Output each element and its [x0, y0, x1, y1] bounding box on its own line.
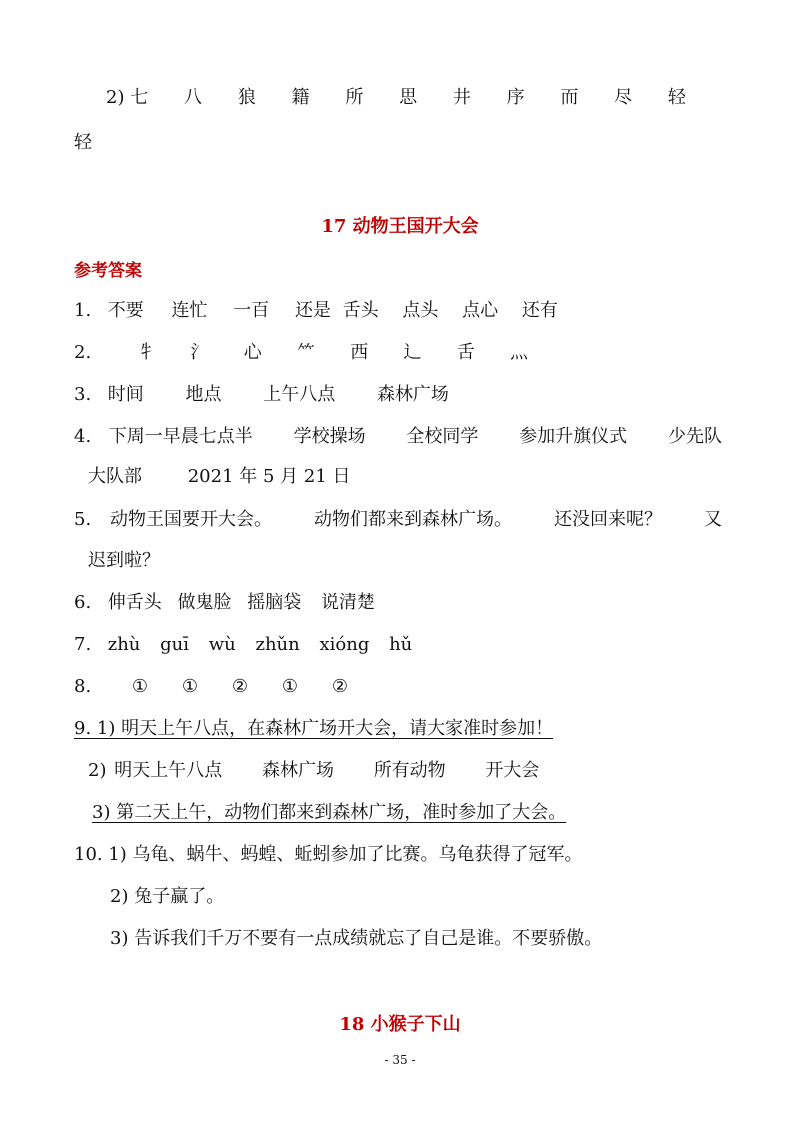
- q4-item: 全校同学: [406, 426, 479, 447]
- top-char: 思: [399, 87, 418, 108]
- q3-item: 地点: [185, 384, 222, 405]
- q9-l2-prefix: 2): [88, 760, 107, 781]
- q8-item: ①: [281, 676, 298, 697]
- q4-wrap: 大队部: [88, 466, 142, 487]
- q2-item: 辶: [403, 342, 422, 363]
- q4-line: [74, 422, 722, 452]
- top-char: 八: [184, 87, 203, 108]
- q3-num: 3.: [74, 384, 92, 405]
- q4-item: 学校操场: [293, 426, 366, 447]
- q6-item: 做鬼脸: [177, 592, 232, 613]
- q3-line: [74, 380, 474, 410]
- q2-line: [74, 338, 528, 368]
- q2-item: 舌: [456, 342, 475, 363]
- q7-item: zhǔn: [255, 634, 300, 655]
- q3-item: 时间: [107, 384, 144, 405]
- q9-l2-item: 开大会: [485, 760, 540, 781]
- q1-num: 1.: [74, 300, 92, 321]
- top-char: 尽: [614, 87, 633, 108]
- q7-item: zhù: [107, 634, 141, 655]
- top-char: 序: [506, 87, 525, 108]
- q4-item: 参加升旗仪式: [519, 426, 628, 447]
- q2-item: 西: [350, 342, 369, 363]
- q9-l2-item: 森林广场: [261, 760, 334, 781]
- q10-line-1: 10. 1) 乌龟、蜗牛、蚂蝗、蚯蚓参加了比赛。乌龟获得了冠军。: [74, 844, 583, 865]
- q7-line: [74, 630, 494, 660]
- q9-answer-3: 3) 第二天上午，动物们都来到森林广场，准时参加了大会。: [92, 802, 567, 823]
- q4-item: 下周一早晨七点半: [108, 426, 253, 447]
- q2-num: 2.: [74, 342, 92, 363]
- q4-wrap-line: [88, 462, 388, 492]
- q2-item: ⺮: [297, 342, 315, 363]
- q1-line: [74, 296, 558, 326]
- q7-item: guī: [160, 634, 190, 655]
- q1-item: 一百: [233, 300, 270, 321]
- top-char: 轻: [667, 87, 686, 108]
- q8-num: 8.: [74, 676, 92, 697]
- q2-item: 心: [243, 342, 262, 363]
- q5-num: 5.: [74, 509, 92, 530]
- top-char: 而: [560, 87, 579, 108]
- q10-line-3: 3) 告诉我们千万不要有一点成绩就忘了自己是谁。不要骄傲。: [110, 928, 603, 949]
- top-char: 七: [130, 87, 149, 108]
- q2-item: 灬: [510, 342, 528, 363]
- q1-item: 不要: [107, 300, 144, 321]
- q8-line: [74, 672, 348, 702]
- q1-item: 舌头: [342, 300, 379, 321]
- q5-item: 又: [704, 509, 722, 530]
- top-line-2: [106, 83, 686, 113]
- q3-item: 森林广场: [376, 384, 449, 405]
- top-char: 所: [345, 87, 364, 108]
- q10-line-2: 2) 兔子赢了。: [110, 886, 225, 907]
- reference-answer-label: 参考答案: [74, 261, 142, 281]
- lesson18-title: 18 小猴子下山: [339, 1014, 461, 1035]
- q8-item: ①: [131, 676, 148, 697]
- q1-item: 还有: [521, 300, 558, 321]
- q1-item: 点心: [462, 300, 499, 321]
- top-char: 狼: [237, 87, 256, 108]
- q1-item: 还是: [294, 300, 331, 321]
- q4-date: 2021 年 5 月 21 日: [187, 466, 351, 487]
- q6-item: 说清楚: [320, 592, 375, 613]
- q5-item: 动物们都来到森林广场。: [314, 509, 512, 530]
- q5-wrap: 迟到啦？: [88, 550, 160, 571]
- q9-line-3: [92, 798, 592, 828]
- q9-l2-item: 所有动物: [373, 760, 446, 781]
- q7-item: wù: [208, 634, 236, 655]
- q7-num: 7.: [74, 634, 92, 655]
- q6-num: 6.: [74, 592, 92, 613]
- q1-item: 连忙: [171, 300, 208, 321]
- top-char: 籍: [291, 87, 310, 108]
- q5-line: [74, 505, 722, 535]
- lesson17-title: 17 动物王国开大会: [321, 216, 479, 237]
- q4-item: 少先队: [667, 426, 722, 447]
- top-char: 井: [452, 87, 471, 108]
- q6-line: [74, 588, 474, 618]
- q3-item: 上午八点: [263, 384, 336, 405]
- q1-item: 点头: [402, 300, 439, 321]
- q8-item: ②: [331, 676, 348, 697]
- q7-item: hǔ: [389, 634, 413, 655]
- q8-item: ①: [181, 676, 198, 697]
- q8-item: ②: [231, 676, 248, 697]
- q9-line-2: [88, 756, 568, 786]
- q6-item: 摇脑袋: [247, 592, 302, 613]
- q9-answer-1: 9. 1) 明天上午八点，在森林广场开大会，请大家准时参加！: [74, 718, 554, 739]
- q5-item: 还没回来呢？: [554, 509, 662, 530]
- q9-l2-item: 明天上午八点: [114, 760, 223, 781]
- q9-line-1: [74, 714, 594, 744]
- page-number: - 35 -: [384, 1053, 416, 1067]
- q6-item: 伸舌头: [107, 592, 162, 613]
- q2-item: 牜: [137, 342, 156, 363]
- q2-item: 氵: [190, 342, 209, 363]
- q5-item: 动物王国要开大会。: [110, 509, 272, 530]
- top-line-2-wrap: 轻: [74, 132, 92, 153]
- q4-num: 4.: [74, 426, 92, 447]
- q7-item: xióng: [319, 634, 370, 655]
- top-line-2-prefix: 2): [106, 87, 125, 108]
